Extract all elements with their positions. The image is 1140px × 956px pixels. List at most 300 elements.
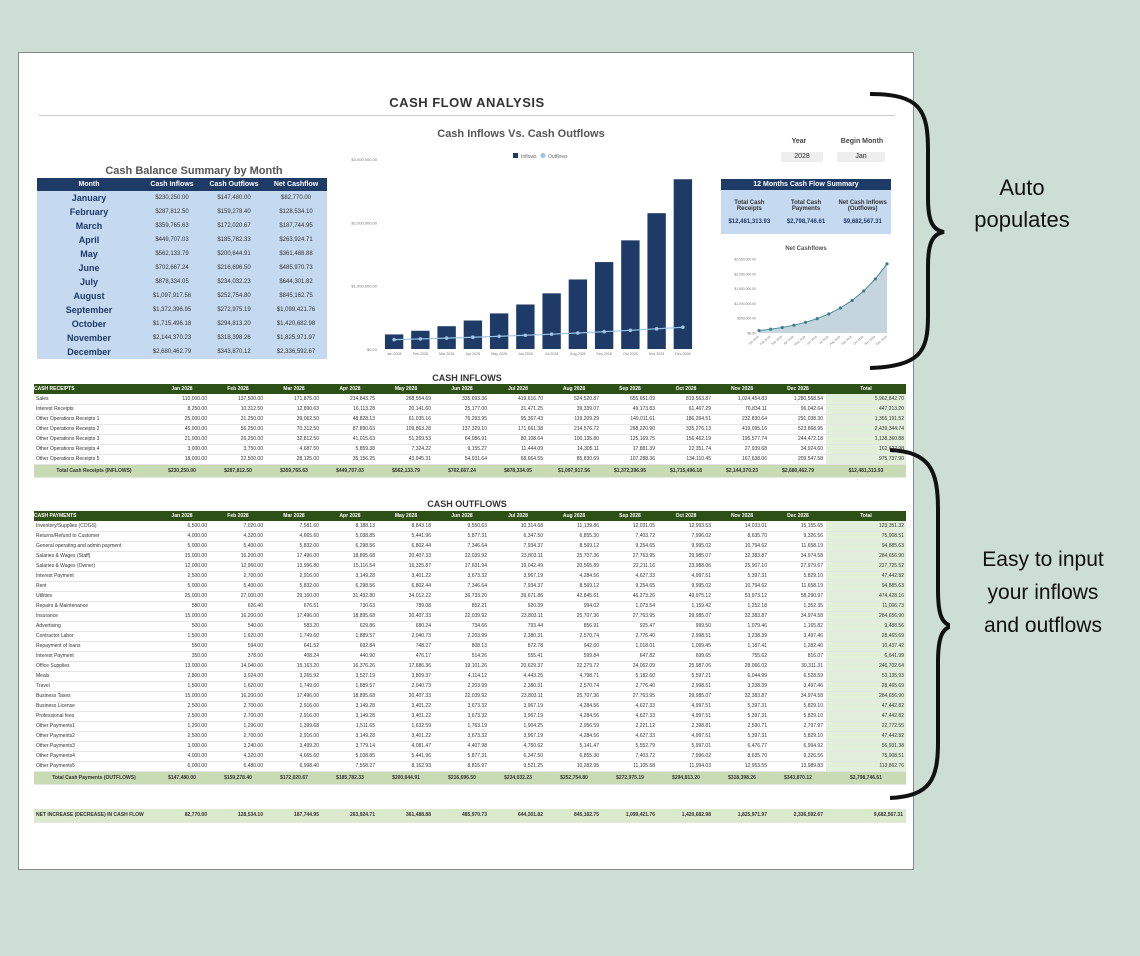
amount-input[interactable]: 5,441.96 [378, 751, 434, 761]
amount-input[interactable]: 3,750.00 [210, 444, 266, 454]
amount-input[interactable]: 13,000.00 [154, 661, 210, 671]
begin-month-input[interactable]: Jan [837, 152, 885, 162]
amount-input[interactable]: 12,890.63 [266, 404, 322, 414]
amount-input[interactable]: 16,200.00 [210, 611, 266, 621]
amount-input[interactable]: 440.90 [322, 651, 378, 661]
amount-input[interactable]: 25,000.00 [154, 591, 210, 601]
amount-input[interactable]: 110,000.00 [154, 394, 210, 404]
amount-input[interactable]: 30,311.31 [770, 661, 826, 671]
amount-input[interactable]: 3,673.32 [434, 701, 490, 711]
amount-input[interactable]: 9,521.25 [490, 761, 546, 771]
amount-input[interactable]: 3,809.37 [378, 671, 434, 681]
amount-input[interactable]: 2,500.00 [154, 701, 210, 711]
amount-input[interactable]: 2,998.51 [658, 681, 714, 691]
amount-input[interactable]: 583.20 [266, 621, 322, 631]
amount-input[interactable]: 641.52 [266, 641, 322, 651]
amount-input[interactable]: 2,998.51 [658, 631, 714, 641]
amount-input[interactable]: 22,211.16 [602, 561, 658, 571]
amount-input[interactable]: 3,401.22 [378, 571, 434, 581]
amount-input[interactable]: 17,881.39 [602, 444, 658, 454]
amount-input[interactable]: 4,000.00 [154, 531, 210, 541]
amount-input[interactable]: 4,443.25 [490, 671, 546, 681]
amount-input[interactable]: 20,407.33 [378, 691, 434, 701]
amount-input[interactable]: 594.00 [210, 641, 266, 651]
amount-input[interactable]: 15,116.54 [322, 561, 378, 571]
amount-input[interactable]: 2,776.40 [602, 631, 658, 641]
amount-input[interactable]: 15,000.00 [154, 611, 210, 621]
amount-input[interactable]: 8,569.12 [546, 541, 602, 551]
amount-input[interactable]: 7,581.60 [266, 521, 322, 531]
amount-input[interactable]: 45,000.00 [154, 424, 210, 434]
amount-input[interactable]: 61,467.29 [658, 404, 714, 414]
amount-input[interactable]: 8,569.12 [546, 581, 602, 591]
amount-input[interactable]: 1,620.00 [210, 681, 266, 691]
amount-input[interactable]: 17,496.00 [266, 611, 322, 621]
amount-input[interactable]: 4,997.51 [658, 711, 714, 721]
amount-input[interactable]: 3,967.19 [490, 731, 546, 741]
amount-input[interactable]: 6,000.00 [154, 761, 210, 771]
amount-input[interactable]: 3,673.32 [434, 731, 490, 741]
amount-input[interactable]: 4,760.62 [490, 741, 546, 751]
amount-input[interactable]: 11,658.19 [770, 581, 826, 591]
amount-input[interactable]: 7,403.72 [602, 531, 658, 541]
amount-input[interactable]: 5,397.31 [714, 711, 770, 721]
amount-input[interactable]: 7,996.02 [658, 751, 714, 761]
amount-input[interactable]: 36,733.20 [434, 591, 490, 601]
amount-input[interactable]: 21,000.00 [154, 434, 210, 444]
amount-input[interactable]: 6,855.30 [546, 531, 602, 541]
amount-input[interactable]: 3,401.22 [378, 711, 434, 721]
amount-input[interactable]: 4,627.33 [602, 711, 658, 721]
amount-input[interactable]: 13,996.80 [266, 561, 322, 571]
amount-input[interactable]: 8,250.00 [154, 404, 210, 414]
amount-input[interactable]: 29,160.00 [266, 591, 322, 601]
amount-input[interactable]: 9,550.63 [434, 521, 490, 531]
amount-input[interactable]: 70,312.50 [266, 424, 322, 434]
amount-input[interactable]: 6,298.56 [322, 541, 378, 551]
amount-input[interactable]: 39,062.50 [266, 414, 322, 424]
amount-input[interactable]: 3,024.00 [210, 671, 266, 681]
amount-input[interactable]: 920.39 [490, 601, 546, 611]
amount-input[interactable]: 32,383.87 [714, 691, 770, 701]
amount-input[interactable]: 1,252.18 [714, 601, 770, 611]
amount-input[interactable]: 11,994.03 [658, 761, 714, 771]
amount-input[interactable]: 17,496.00 [266, 551, 322, 561]
amount-input[interactable]: 5,877.31 [434, 531, 490, 541]
amount-input[interactable]: 25,707.36 [546, 611, 602, 621]
amount-input[interactable]: 816.07 [770, 651, 826, 661]
amount-input[interactable]: 419,095.16 [714, 424, 770, 434]
amount-input[interactable]: 2,040.73 [378, 681, 434, 691]
amount-input[interactable]: 2,916.00 [266, 731, 322, 741]
amount-input[interactable]: 20,407.33 [378, 611, 434, 621]
amount-input[interactable]: 26,250.00 [210, 434, 266, 444]
amount-input[interactable]: 2,398.81 [658, 721, 714, 731]
amount-input[interactable]: 19,042.49 [490, 561, 546, 571]
amount-input[interactable]: 1,904.25 [490, 721, 546, 731]
amount-input[interactable]: 4,320.00 [210, 531, 266, 541]
amount-input[interactable]: 7,020.00 [210, 521, 266, 531]
amount-input[interactable]: 925.47 [602, 621, 658, 631]
amount-input[interactable]: 514.26 [434, 651, 490, 661]
amount-input[interactable]: 789.08 [378, 601, 434, 611]
amount-input[interactable]: 9,995.02 [658, 541, 714, 551]
amount-input[interactable]: 8,162.93 [378, 761, 434, 771]
amount-input[interactable]: 692.84 [322, 641, 378, 651]
amount-input[interactable]: 11,105.58 [602, 761, 658, 771]
amount-input[interactable]: 748.27 [378, 641, 434, 651]
amount-input[interactable]: 43,945.31 [378, 454, 434, 464]
amount-input[interactable]: 6,044.99 [714, 671, 770, 681]
amount-input[interactable]: 12,960.00 [210, 561, 266, 571]
amount-input[interactable]: 18,895.68 [322, 611, 378, 621]
amount-input[interactable]: 25,707.36 [546, 551, 602, 561]
amount-input[interactable]: 4,627.33 [602, 701, 658, 711]
amount-input[interactable]: 23,803.11 [490, 691, 546, 701]
amount-input[interactable]: 4,687.50 [266, 444, 322, 454]
amount-input[interactable]: 109,863.28 [378, 424, 434, 434]
amount-input[interactable]: 2,380.31 [490, 681, 546, 691]
amount-input[interactable]: 1,165.82 [770, 621, 826, 631]
amount-input[interactable]: 3,673.32 [434, 571, 490, 581]
amount-input[interactable]: 29,985.07 [658, 691, 714, 701]
amount-input[interactable]: 214,843.75 [322, 394, 378, 404]
amount-input[interactable]: 2,570.74 [546, 631, 602, 641]
amount-input[interactable]: 2,916.00 [266, 571, 322, 581]
amount-input[interactable]: 232,830.64 [714, 414, 770, 424]
amount-input[interactable]: 5,552.79 [602, 741, 658, 751]
amount-input[interactable]: 8,843.18 [378, 521, 434, 531]
amount-input[interactable]: 6,476.77 [714, 741, 770, 751]
amount-input[interactable]: 53,973.12 [714, 591, 770, 601]
amount-input[interactable]: 1,187.41 [714, 641, 770, 651]
amount-input[interactable]: 17,631.94 [434, 561, 490, 571]
amount-input[interactable]: 7,346.64 [434, 581, 490, 591]
amount-input[interactable]: 64,086.91 [434, 434, 490, 444]
amount-input[interactable]: 87,890.63 [322, 424, 378, 434]
amount-input[interactable]: 27,939.68 [714, 444, 770, 454]
amount-input[interactable]: 14,033.01 [714, 521, 770, 531]
amount-input[interactable]: 3,149.28 [322, 731, 378, 741]
amount-input[interactable]: 2,221.12 [602, 721, 658, 731]
amount-input[interactable]: 14,305.11 [546, 444, 602, 454]
amount-input[interactable]: 3,238.39 [714, 681, 770, 691]
amount-input[interactable]: 54,931.64 [434, 454, 490, 464]
amount-input[interactable]: 3,238.39 [714, 631, 770, 641]
amount-input[interactable]: 22,039.92 [434, 611, 490, 621]
amount-input[interactable]: 3,967.19 [490, 701, 546, 711]
amount-input[interactable]: 291,038.30 [770, 414, 826, 424]
amount-input[interactable]: 6,528.59 [770, 671, 826, 681]
amount-input[interactable]: 25,000.00 [154, 414, 210, 424]
amount-input[interactable]: 7,934.37 [490, 581, 546, 591]
amount-input[interactable]: 95,367.43 [490, 414, 546, 424]
amount-input[interactable]: 107,288.36 [602, 454, 658, 464]
amount-input[interactable]: 16,113.28 [322, 404, 378, 414]
amount-input[interactable]: 808.13 [434, 641, 490, 651]
amount-input[interactable]: 5,597.21 [658, 671, 714, 681]
amount-input[interactable]: 5,441.96 [378, 531, 434, 541]
amount-input[interactable]: 125,169.75 [602, 434, 658, 444]
amount-input[interactable]: 27,763.95 [602, 551, 658, 561]
amount-input[interactable]: 523,868.95 [770, 424, 826, 434]
amount-input[interactable]: 156,462.19 [658, 434, 714, 444]
amount-input[interactable]: 31,492.80 [322, 591, 378, 601]
amount-input[interactable]: 4,798.71 [546, 671, 602, 681]
amount-input[interactable]: 5,832.00 [266, 581, 322, 591]
amount-input[interactable]: 8,188.13 [322, 521, 378, 531]
amount-input[interactable]: 3,499.20 [266, 741, 322, 751]
amount-input[interactable]: 8,815.97 [434, 761, 490, 771]
amount-input[interactable]: 1,282.40 [770, 641, 826, 651]
amount-input[interactable]: 1,073.54 [602, 601, 658, 611]
amount-input[interactable]: 2,916.00 [266, 711, 322, 721]
amount-input[interactable]: 2,700.00 [210, 701, 266, 711]
amount-input[interactable]: 137,500.00 [210, 394, 266, 404]
amount-input[interactable]: 5,182.60 [602, 671, 658, 681]
amount-input[interactable]: 6,855.30 [546, 751, 602, 761]
amount-input[interactable]: 2,797.97 [770, 721, 826, 731]
amount-input[interactable]: 730.63 [322, 601, 378, 611]
amount-input[interactable]: 6,994.92 [770, 741, 826, 751]
amount-input[interactable]: 22,279.72 [546, 661, 602, 671]
amount-input[interactable]: 999.50 [658, 621, 714, 631]
amount-input[interactable]: 9,326.56 [770, 751, 826, 761]
amount-input[interactable]: 56,250.00 [210, 424, 266, 434]
amount-input[interactable]: 186,264.51 [658, 414, 714, 424]
amount-input[interactable]: 18,000.00 [154, 454, 210, 464]
amount-input[interactable]: 6,802.44 [378, 581, 434, 591]
amount-input[interactable]: 27,763.95 [602, 611, 658, 621]
amount-input[interactable]: 10,794.62 [714, 581, 770, 591]
amount-input[interactable]: 9,995.02 [658, 581, 714, 591]
amount-input[interactable]: 5,877.31 [434, 751, 490, 761]
amount-input[interactable]: 25,907.10 [714, 561, 770, 571]
amount-input[interactable]: 134,110.45 [658, 454, 714, 464]
amount-input[interactable]: 819,563.87 [658, 394, 714, 404]
amount-input[interactable]: 22,039.92 [434, 691, 490, 701]
amount-input[interactable]: 39,339.07 [546, 404, 602, 414]
amount-input[interactable]: 15,000.00 [154, 691, 210, 701]
amount-input[interactable]: 5,829.10 [770, 701, 826, 711]
amount-input[interactable]: 2,590.71 [714, 721, 770, 731]
amount-input[interactable]: 5,400.00 [210, 581, 266, 591]
amount-input[interactable]: 9,326.56 [770, 531, 826, 541]
amount-input[interactable]: 1,079.46 [714, 621, 770, 631]
amount-input[interactable]: 49,173.83 [602, 404, 658, 414]
amount-input[interactable]: 550.00 [154, 641, 210, 651]
amount-input[interactable]: 4,284.56 [546, 571, 602, 581]
amount-input[interactable]: 2,700.00 [210, 731, 266, 741]
amount-input[interactable]: 7,934.37 [490, 541, 546, 551]
amount-input[interactable]: 3,000.00 [154, 444, 210, 454]
amount-input[interactable]: 5,038.85 [322, 531, 378, 541]
amount-input[interactable]: 76,293.95 [434, 414, 490, 424]
amount-input[interactable]: 555.41 [490, 651, 546, 661]
amount-input[interactable]: 195,577.74 [714, 434, 770, 444]
amount-input[interactable]: 5,829.10 [770, 731, 826, 741]
amount-input[interactable]: 7,558.27 [322, 761, 378, 771]
amount-input[interactable]: 35,156.25 [322, 454, 378, 464]
amount-input[interactable]: 3,149.28 [322, 711, 378, 721]
amount-input[interactable]: 15,000.00 [154, 551, 210, 561]
amount-input[interactable]: 378.00 [210, 651, 266, 661]
amount-input[interactable]: 524,520.87 [546, 394, 602, 404]
amount-input[interactable]: 7,403.72 [602, 751, 658, 761]
amount-input[interactable]: 3,673.32 [434, 711, 490, 721]
amount-input[interactable]: 3,000.00 [154, 741, 210, 751]
amount-input[interactable]: 4,997.51 [658, 731, 714, 741]
amount-input[interactable]: 20,407.33 [378, 551, 434, 561]
amount-input[interactable]: 1,099.45 [658, 641, 714, 651]
amount-input[interactable]: 5,000.00 [154, 541, 210, 551]
amount-input[interactable]: 9,155.27 [434, 444, 490, 454]
amount-input[interactable]: 8,635.70 [714, 751, 770, 761]
amount-input[interactable]: 4,665.60 [266, 531, 322, 541]
amount-input[interactable]: 27,763.95 [602, 691, 658, 701]
amount-input[interactable]: 676.51 [266, 601, 322, 611]
amount-input[interactable]: 29,985.07 [658, 611, 714, 621]
amount-input[interactable]: 2,500.00 [154, 571, 210, 581]
amount-input[interactable]: 119,209.29 [546, 414, 602, 424]
amount-input[interactable]: 32,383.87 [714, 611, 770, 621]
amount-input[interactable]: 4,284.56 [546, 731, 602, 741]
amount-input[interactable]: 25,177.00 [434, 404, 490, 414]
amount-input[interactable]: 12,000.00 [154, 561, 210, 571]
amount-input[interactable]: 268,220.90 [602, 424, 658, 434]
amount-input[interactable]: 1,889.57 [322, 681, 378, 691]
amount-input[interactable]: 13,989.83 [770, 761, 826, 771]
amount-input[interactable]: 31,250.00 [210, 414, 266, 424]
amount-input[interactable]: 4,000.00 [154, 751, 210, 761]
amount-input[interactable]: 5,829.10 [770, 711, 826, 721]
amount-input[interactable]: 17,496.00 [266, 691, 322, 701]
amount-input[interactable]: 19,101.26 [434, 661, 490, 671]
amount-input[interactable]: 32,812.50 [266, 434, 322, 444]
amount-input[interactable]: 476.17 [378, 651, 434, 661]
amount-input[interactable]: 994.02 [546, 601, 602, 611]
amount-input[interactable]: 15,155.65 [770, 521, 826, 531]
amount-input[interactable]: 171,661.38 [490, 424, 546, 434]
amount-input[interactable]: 5,141.47 [546, 741, 602, 751]
amount-input[interactable]: 599.84 [546, 651, 602, 661]
amount-input[interactable]: 793.44 [490, 621, 546, 631]
amount-input[interactable]: 1,620.00 [210, 631, 266, 641]
amount-input[interactable]: 18,895.68 [322, 551, 378, 561]
amount-input[interactable]: 4,284.56 [546, 711, 602, 721]
amount-input[interactable]: 734.66 [434, 621, 490, 631]
amount-input[interactable]: 2,570.74 [546, 681, 602, 691]
amount-input[interactable]: 8,635.70 [714, 531, 770, 541]
amount-input[interactable]: 655,651.09 [602, 394, 658, 404]
amount-input[interactable]: 2,056.59 [546, 721, 602, 731]
amount-input[interactable]: 5,397.31 [714, 731, 770, 741]
amount-input[interactable]: 419,616.70 [490, 394, 546, 404]
amount-input[interactable]: 1,889.57 [322, 631, 378, 641]
amount-input[interactable]: 20,565.89 [546, 561, 602, 571]
amount-input[interactable]: 23,803.11 [490, 611, 546, 621]
amount-input[interactable]: 942.60 [546, 641, 602, 651]
amount-input[interactable]: 5,400.00 [210, 541, 266, 551]
amount-input[interactable]: 1,399.68 [266, 721, 322, 731]
amount-input[interactable]: 22,500.00 [210, 454, 266, 464]
amount-input[interactable]: 268,554.69 [378, 394, 434, 404]
amount-input[interactable]: 350.00 [154, 651, 210, 661]
amount-input[interactable]: 10,314.68 [490, 521, 546, 531]
amount-input[interactable]: 1,018.01 [602, 641, 658, 651]
amount-input[interactable]: 5,397.31 [714, 701, 770, 711]
amount-input[interactable]: 2,380.31 [490, 631, 546, 641]
amount-input[interactable]: 3,967.19 [490, 571, 546, 581]
amount-input[interactable]: 626.40 [210, 601, 266, 611]
amount-input[interactable]: 408.24 [266, 651, 322, 661]
amount-input[interactable]: 6,347.50 [490, 751, 546, 761]
amount-input[interactable]: 7,996.02 [658, 531, 714, 541]
amount-input[interactable]: 680.24 [378, 621, 434, 631]
amount-input[interactable]: 1,500.00 [154, 631, 210, 641]
amount-input[interactable]: 2,203.99 [434, 631, 490, 641]
amount-input[interactable]: 5,397.31 [714, 571, 770, 581]
amount-input[interactable]: 6,347.50 [490, 531, 546, 541]
amount-input[interactable]: 48,828.13 [322, 414, 378, 424]
amount-input[interactable]: 3,527.19 [322, 671, 378, 681]
amount-input[interactable]: 11,658.19 [770, 541, 826, 551]
amount-input[interactable]: 7,346.64 [434, 541, 490, 551]
amount-input[interactable]: 31,471.25 [490, 404, 546, 414]
amount-input[interactable]: 3,401.22 [378, 731, 434, 741]
amount-input[interactable]: 3,265.92 [266, 671, 322, 681]
amount-input[interactable]: 22,039.92 [434, 551, 490, 561]
amount-input[interactable]: 4,081.47 [378, 741, 434, 751]
amount-input[interactable]: 171,875.00 [266, 394, 322, 404]
amount-input[interactable]: 20,141.60 [378, 404, 434, 414]
amount-input[interactable]: 2,700.00 [210, 711, 266, 721]
amount-input[interactable]: 1,296.00 [210, 721, 266, 731]
amount-input[interactable]: 4,284.56 [546, 701, 602, 711]
amount-input[interactable]: 6,480.00 [210, 761, 266, 771]
amount-input[interactable]: 22,351.74 [658, 444, 714, 454]
amount-input[interactable]: 1,763.19 [434, 721, 490, 731]
amount-input[interactable]: 4,407.98 [434, 741, 490, 751]
amount-input[interactable]: 500.00 [154, 621, 210, 631]
amount-input[interactable]: 16,200.00 [210, 551, 266, 561]
amount-input[interactable]: 12,993.53 [658, 521, 714, 531]
amount-input[interactable]: 1,749.60 [266, 681, 322, 691]
amount-input[interactable]: 6,500.00 [154, 521, 210, 531]
amount-input[interactable]: 6,998.40 [266, 761, 322, 771]
amount-input[interactable]: 699.65 [658, 651, 714, 661]
amount-input[interactable]: 6,298.56 [322, 581, 378, 591]
amount-input[interactable]: 39,671.86 [490, 591, 546, 601]
amount-input[interactable]: 3,240.00 [210, 741, 266, 751]
amount-input[interactable]: 10,312.50 [210, 404, 266, 414]
amount-input[interactable]: 3,779.14 [322, 741, 378, 751]
amount-input[interactable]: 2,500.00 [154, 711, 210, 721]
amount-input[interactable]: 1,352.35 [770, 601, 826, 611]
amount-input[interactable]: 852.21 [434, 601, 490, 611]
amount-input[interactable]: 5,000.00 [154, 581, 210, 591]
amount-input[interactable]: 214,576.72 [546, 424, 602, 434]
amount-input[interactable]: 7,324.22 [378, 444, 434, 454]
amount-input[interactable]: 2,500.00 [154, 731, 210, 741]
amount-input[interactable]: 137,329.10 [434, 424, 490, 434]
amount-input[interactable]: 10,794.62 [714, 541, 770, 551]
amount-input[interactable]: 11,444.09 [490, 444, 546, 454]
amount-input[interactable]: 34,012.22 [378, 591, 434, 601]
amount-input[interactable]: 28,125.00 [266, 454, 322, 464]
amount-input[interactable]: 9,254.65 [602, 581, 658, 591]
amount-input[interactable]: 16,376.26 [322, 661, 378, 671]
